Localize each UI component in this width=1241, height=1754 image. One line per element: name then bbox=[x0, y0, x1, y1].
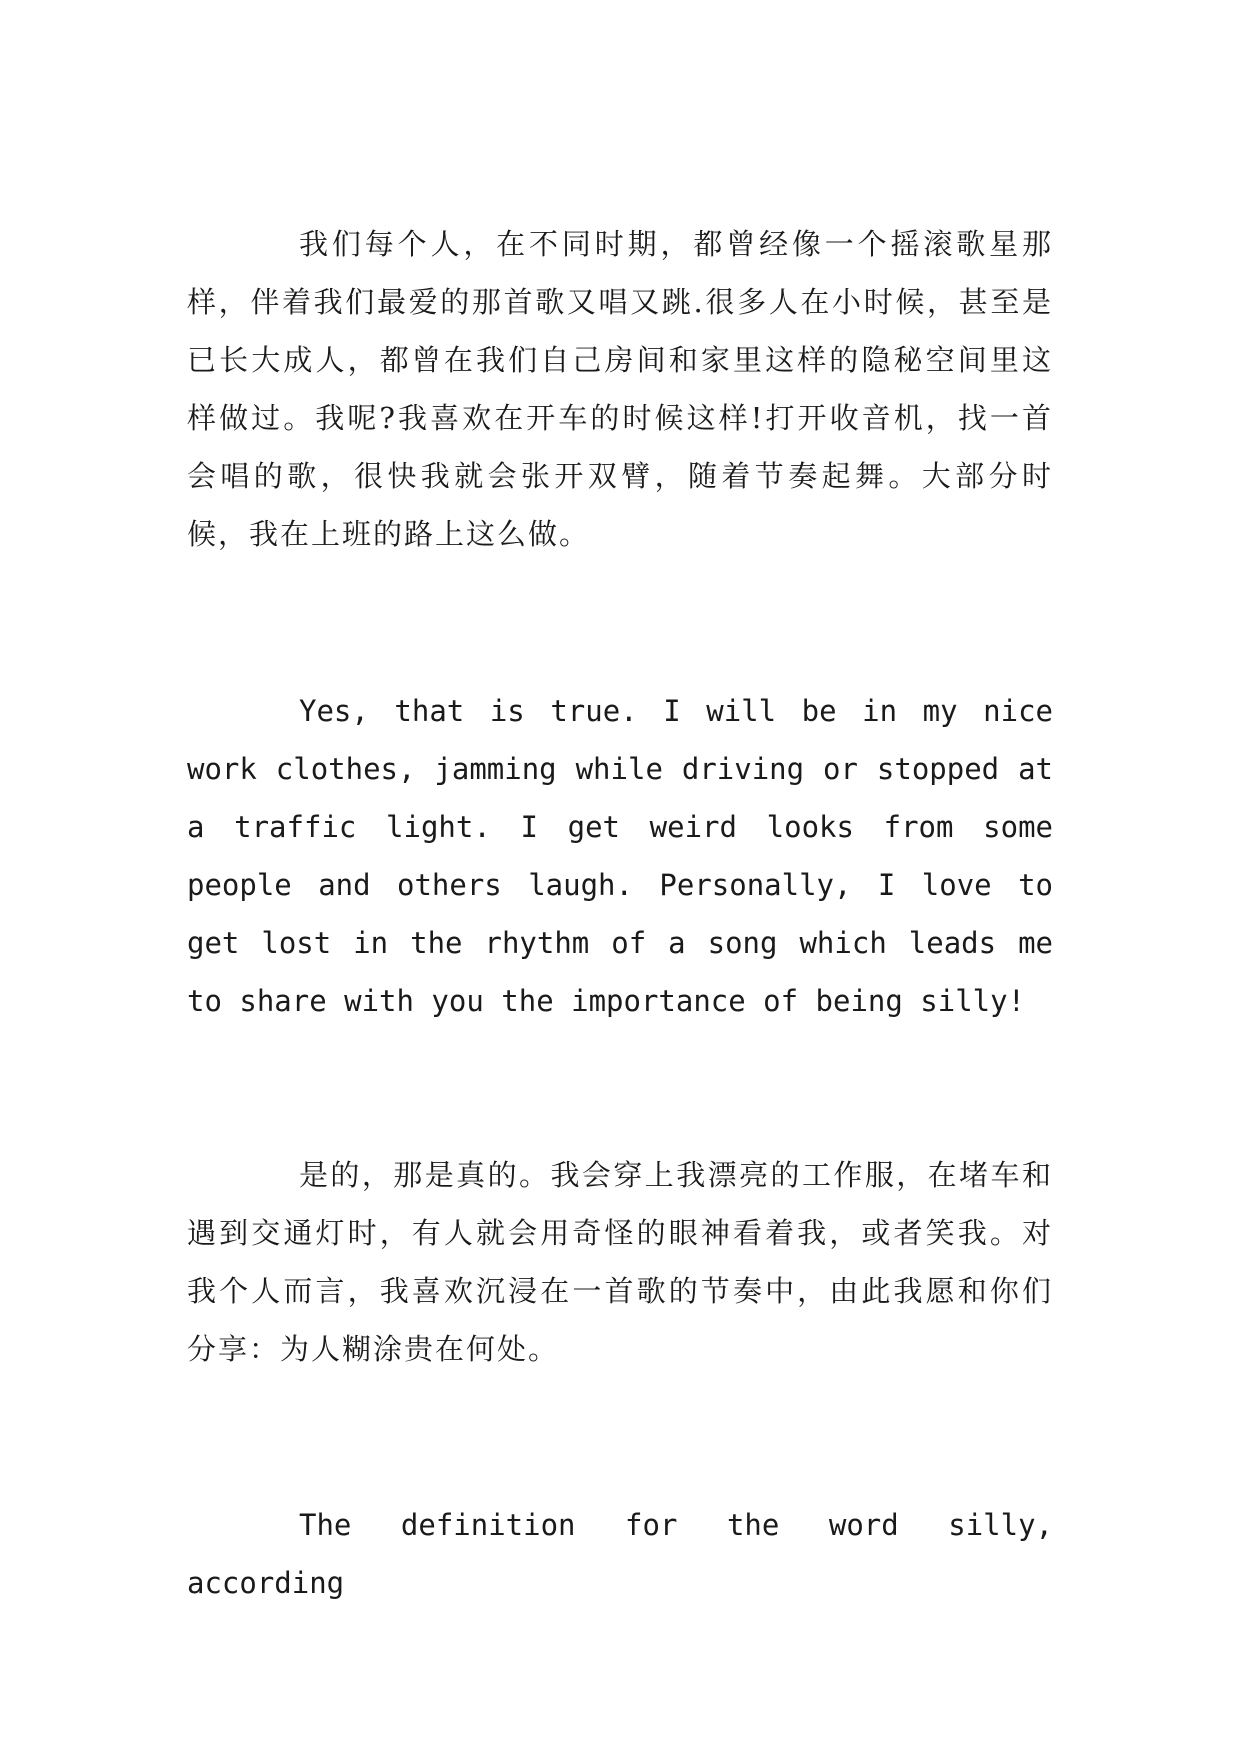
paragraph-chinese-1: 我们每个人，在不同时期，都曾经像一个摇滚歌星那样，伴着我们最爱的那首歌又唱又跳.很多人在小时候，甚至是已长大成人，都曾在我们自己房间和家里这样的隐秘空间里这样做过。我呢?我喜欢在开车的时候这样!打开收音机，找一首会唱的歌，很快我就会张开双臂，随着节奏起舞。大部分时候，我在上班的路上这么做。 bbox=[187, 227, 1053, 551]
paragraph-chinese-2: 是的，那是真的。我会穿上我漂亮的工作服，在堵车和遇到交通灯时，有人就会用奇怪的眼神看着我，或者笑我。对我个人而言，我喜欢沉浸在一首歌的节奏中，由此我愿和你们分享：为人糊涂贵在何处。 bbox=[187, 1158, 1053, 1366]
paragraph-english-2: The definition for the word silly, according bbox=[187, 1508, 1053, 1600]
paragraph-english-1: Yes, that is true. I will be in my nice work clothes, jamming while driving or stopped at a traffic light. I get weird looks from some people and others laugh. Personally, I love to get lost in the rhythm of a song which leads me to share with you the importance of being silly! bbox=[187, 694, 1053, 1018]
